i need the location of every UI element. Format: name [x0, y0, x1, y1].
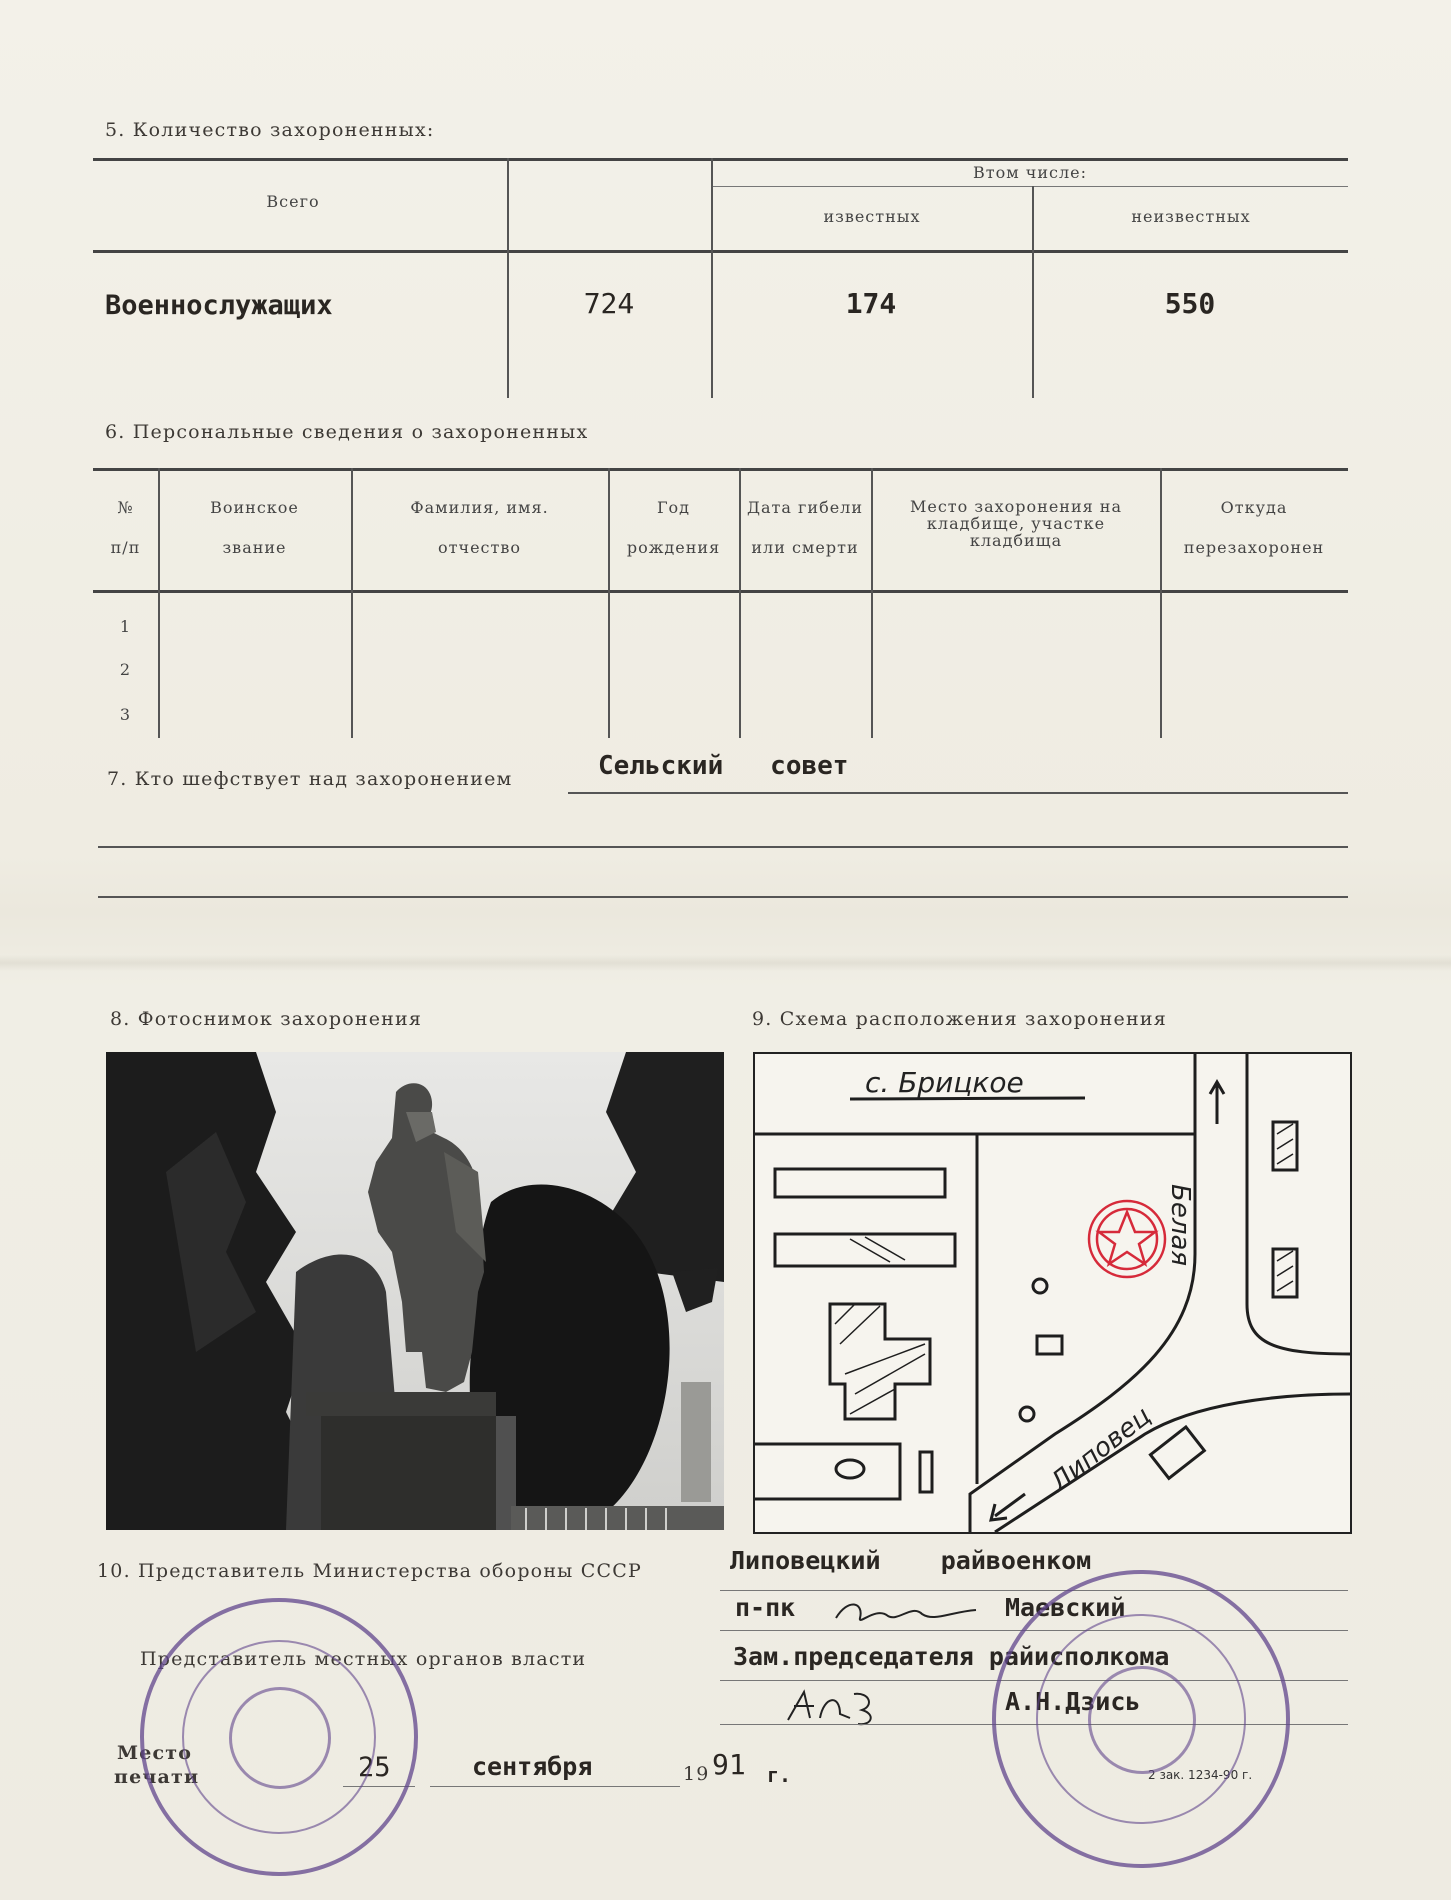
section5-known-value: 174	[845, 287, 897, 320]
section5-top-rule	[93, 158, 1348, 161]
burial-photo	[106, 1052, 724, 1530]
scheme-village-label: с. Брицкое	[865, 1066, 1024, 1099]
section7-fill-line	[98, 846, 1348, 848]
section5-total-value: 724	[583, 287, 635, 320]
section8-title: 8. Фотоснимок захоронения	[110, 1008, 423, 1030]
mo-signature	[830, 1592, 980, 1632]
header-death-bottom: или смерти	[751, 538, 859, 557]
section10-mo-rank: п-пк	[735, 1593, 796, 1622]
section5-col-including: Втом числе:	[973, 163, 1087, 182]
section5-sub-rule	[712, 186, 1348, 187]
section7-fill-line	[568, 792, 1348, 794]
header-from-top: Откуда	[1220, 498, 1288, 517]
date-year: 91	[712, 1748, 746, 1781]
section5-unknown-value: 550	[1164, 287, 1216, 320]
stamp-place-label: Место	[117, 1742, 193, 1764]
section5-col-total: Всего	[266, 192, 320, 211]
header-from-bottom: перезахоронен	[1183, 538, 1325, 557]
burial-location-scheme	[753, 1052, 1352, 1534]
section10-local-line1: Зам.председателя райисполкома	[733, 1642, 1170, 1671]
date-year-prefix: 19	[683, 1763, 710, 1785]
military-commissariat-seal	[140, 1598, 418, 1876]
burial-photo-image	[106, 1052, 724, 1530]
scheme-road-south-label: Липовец	[1045, 1401, 1157, 1498]
section10-local-name: А.Н.Дзись	[1005, 1687, 1141, 1716]
stamp-place-label: печати	[114, 1766, 200, 1788]
header-year-bottom: рождения	[626, 538, 721, 557]
section10-mo-line1: Липовецкий райвоенком	[730, 1546, 1092, 1575]
row-number: 1	[119, 617, 132, 636]
section5-col-unknown: неизвестных	[1131, 207, 1251, 226]
header-rank-bottom: звание	[222, 538, 287, 557]
header-num-bottom: п/п	[110, 538, 141, 557]
header-place: Место захоронения на кладбище, участке кладбища	[909, 497, 1123, 550]
date-month: сентября	[472, 1752, 593, 1781]
section7-label: 7. Кто шефствует над захоронением	[107, 768, 513, 790]
header-rank-top: Воинское	[210, 498, 299, 517]
section10-label-mo: 10. Представитель Министерства обороны СССР	[97, 1560, 642, 1582]
section10-mo-name: Маевский	[1005, 1593, 1126, 1622]
district-executive-committee-seal	[992, 1570, 1290, 1868]
date-month-line	[430, 1786, 680, 1787]
scheme-road-north-label: Белая	[1165, 1184, 1195, 1267]
section7-fill-line	[98, 896, 1348, 898]
date-day: 25	[358, 1752, 391, 1783]
header-death-top: Дата гибели	[747, 498, 863, 517]
header-year-top: Год	[656, 498, 691, 517]
section7-value: Сельский совет	[598, 751, 849, 781]
section5-row-label: Военнослужащих	[105, 290, 333, 321]
section5-title: 5. Количество захороненных:	[105, 119, 435, 141]
section6-title: 6. Персональные сведения о захороненных	[105, 421, 589, 443]
section10-rule	[720, 1590, 1348, 1591]
header-name-bottom: отчество	[438, 538, 521, 557]
scheme-drawing	[755, 1054, 1350, 1532]
header-name-top: Фамилия, имя.	[410, 498, 549, 517]
section10-label-local: Представитель местных органов власти	[140, 1648, 587, 1670]
row-number: 2	[119, 660, 132, 679]
section5-header-rule	[93, 250, 1348, 253]
row-number: 3	[119, 705, 132, 724]
header-num-top: №	[117, 498, 134, 517]
print-mark: 2 зак. 1234-90 г.	[1148, 1768, 1253, 1782]
section5-col-known: известных	[823, 207, 921, 226]
section6-col-divider	[871, 468, 873, 738]
section9-title: 9. Схема расположения захоронения	[752, 1008, 1167, 1030]
section5-col-divider	[507, 158, 509, 398]
date-suffix: г.	[767, 1763, 792, 1787]
page-fold	[0, 955, 1451, 971]
section5-col-divider	[711, 158, 713, 398]
